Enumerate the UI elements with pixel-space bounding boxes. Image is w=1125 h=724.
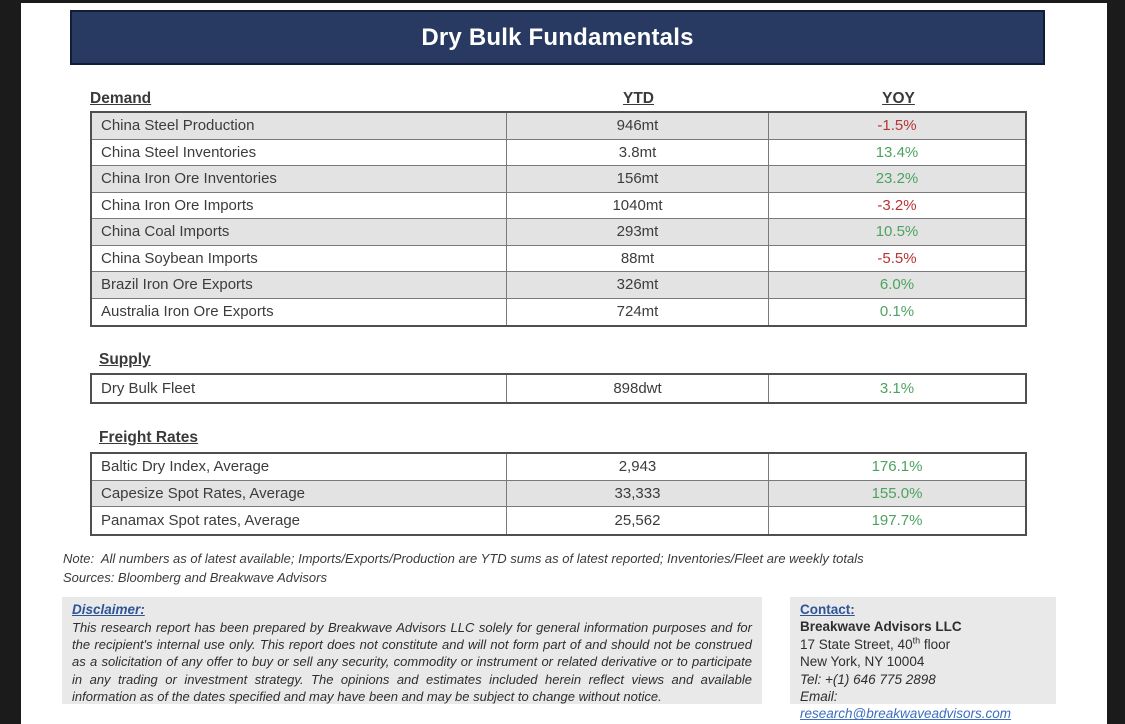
yoy-cell: 10.5% [875,223,919,241]
table-row [92,193,1025,220]
row-label-cell: Panamax Spot rates, Average [92,507,507,534]
ytd-cell: 156mt [507,166,769,192]
ytd-cell: 293mt [507,219,769,245]
contact-phone: Tel: +(1) 646 775 2898 [800,671,936,687]
yoy-cell: -1.5% [877,117,917,135]
yoy-cell: 3.1% [879,379,915,397]
right-black-border [1107,0,1125,724]
contact-email-line [800,688,1046,723]
table-row [92,272,1025,299]
sources-text: Sources: Bloomberg and Breakwave Advisors [63,570,327,585]
table-row [92,507,1025,534]
freight-rates-table [90,452,1027,536]
table-row [92,375,1025,402]
contact-company: Breakwave Advisors LLC [800,619,962,635]
row-label-cell: China Coal Imports [92,219,507,245]
row-label-cell: Dry Bulk Fleet [92,375,507,402]
table-row [92,299,1025,326]
address-text: 17 State Street, 40 [800,636,913,652]
yoy-cell: 13.4% [875,143,919,161]
email-label: Email: [800,689,838,705]
top-black-border [0,0,1125,3]
column-header-ytd: YTD [623,90,654,107]
row-label-cell: Baltic Dry Index, Average [92,454,507,480]
yoy-cell: -5.5% [877,249,917,267]
email-link[interactable]: research@breakwaveadvisors.com [800,706,1012,722]
table-row [92,454,1025,481]
contact-box [790,597,1056,722]
yoy-cell: -3.2% [877,196,917,214]
yoy-cell: 155.0% [871,484,923,502]
ytd-cell: 1040mt [507,193,769,219]
address-superscript: th [912,635,921,646]
note-text: Note: All numbers as of latest available; Imports/Exports/Production are YTD sums as of latest reported; Inventories/Fleet are weekly totals [63,551,864,566]
table-row [92,113,1025,140]
row-label-cell: China Iron Ore Inventories [92,166,507,192]
section-heading-supply: Supply [99,351,151,368]
row-label-cell: Capesize Spot Rates, Average [92,481,507,507]
ytd-cell: 88mt [507,246,769,272]
table-row [92,219,1025,246]
table-row [92,246,1025,273]
disclaimer-heading: Disclaimer: [72,602,145,617]
table-row [92,166,1025,193]
ytd-cell: 2,943 [507,454,769,480]
table-row [92,481,1025,508]
row-label-cell: China Soybean Imports [92,246,507,272]
demand-table [90,111,1027,327]
contact-address-line2: New York, NY 10004 [800,654,925,670]
yoy-cell: 0.1% [879,303,915,321]
yoy-cell: 176.1% [871,458,923,476]
disclaimer-body: This research report has been prepared by Breakwave Advisors LLC solely for general information purposes and for the recipient's internal use only. This report does not constitute and will not form part of and should not be construed as a solicitation of any offer to buy or sell any security, commodity or instrument or related derivative or to participate in any trading or investment strategy. The opinions and estimates included herein reflect views and available information as of the dates specified and may have been and may be subject to change without notice. [72,620,752,704]
demand-column-headers [90,90,1027,108]
disclaimer-box [62,597,762,704]
left-black-border [0,0,21,724]
address-text: floor [920,636,951,652]
row-label-cell: China Iron Ore Imports [92,193,507,219]
ytd-cell: 33,333 [507,481,769,507]
row-label-cell: Brazil Iron Ore Exports [92,272,507,298]
ytd-cell: 326mt [507,272,769,298]
yoy-cell: 197.7% [871,511,923,529]
section-heading-demand: Demand [90,90,152,107]
ytd-cell: 3.8mt [507,140,769,166]
section-heading-freight-rates: Freight Rates [99,429,199,446]
ytd-cell: 946mt [507,113,769,139]
supply-table [90,373,1027,404]
row-label-cell: China Steel Production [92,113,507,139]
row-label-cell: China Steel Inventories [92,140,507,166]
ytd-cell: 724mt [507,299,769,326]
yoy-cell: 23.2% [875,170,919,188]
ytd-cell: 898dwt [507,375,769,402]
contact-heading: Contact: [800,602,855,617]
title-banner [70,10,1045,65]
page-title: Dry Bulk Fundamentals [421,23,694,51]
column-header-yoy: YOY [882,90,915,107]
contact-address-line1 [800,636,1046,653]
ytd-cell: 25,562 [507,507,769,534]
yoy-cell: 6.0% [879,276,915,294]
table-row [92,140,1025,167]
row-label-cell: Australia Iron Ore Exports [92,299,507,326]
